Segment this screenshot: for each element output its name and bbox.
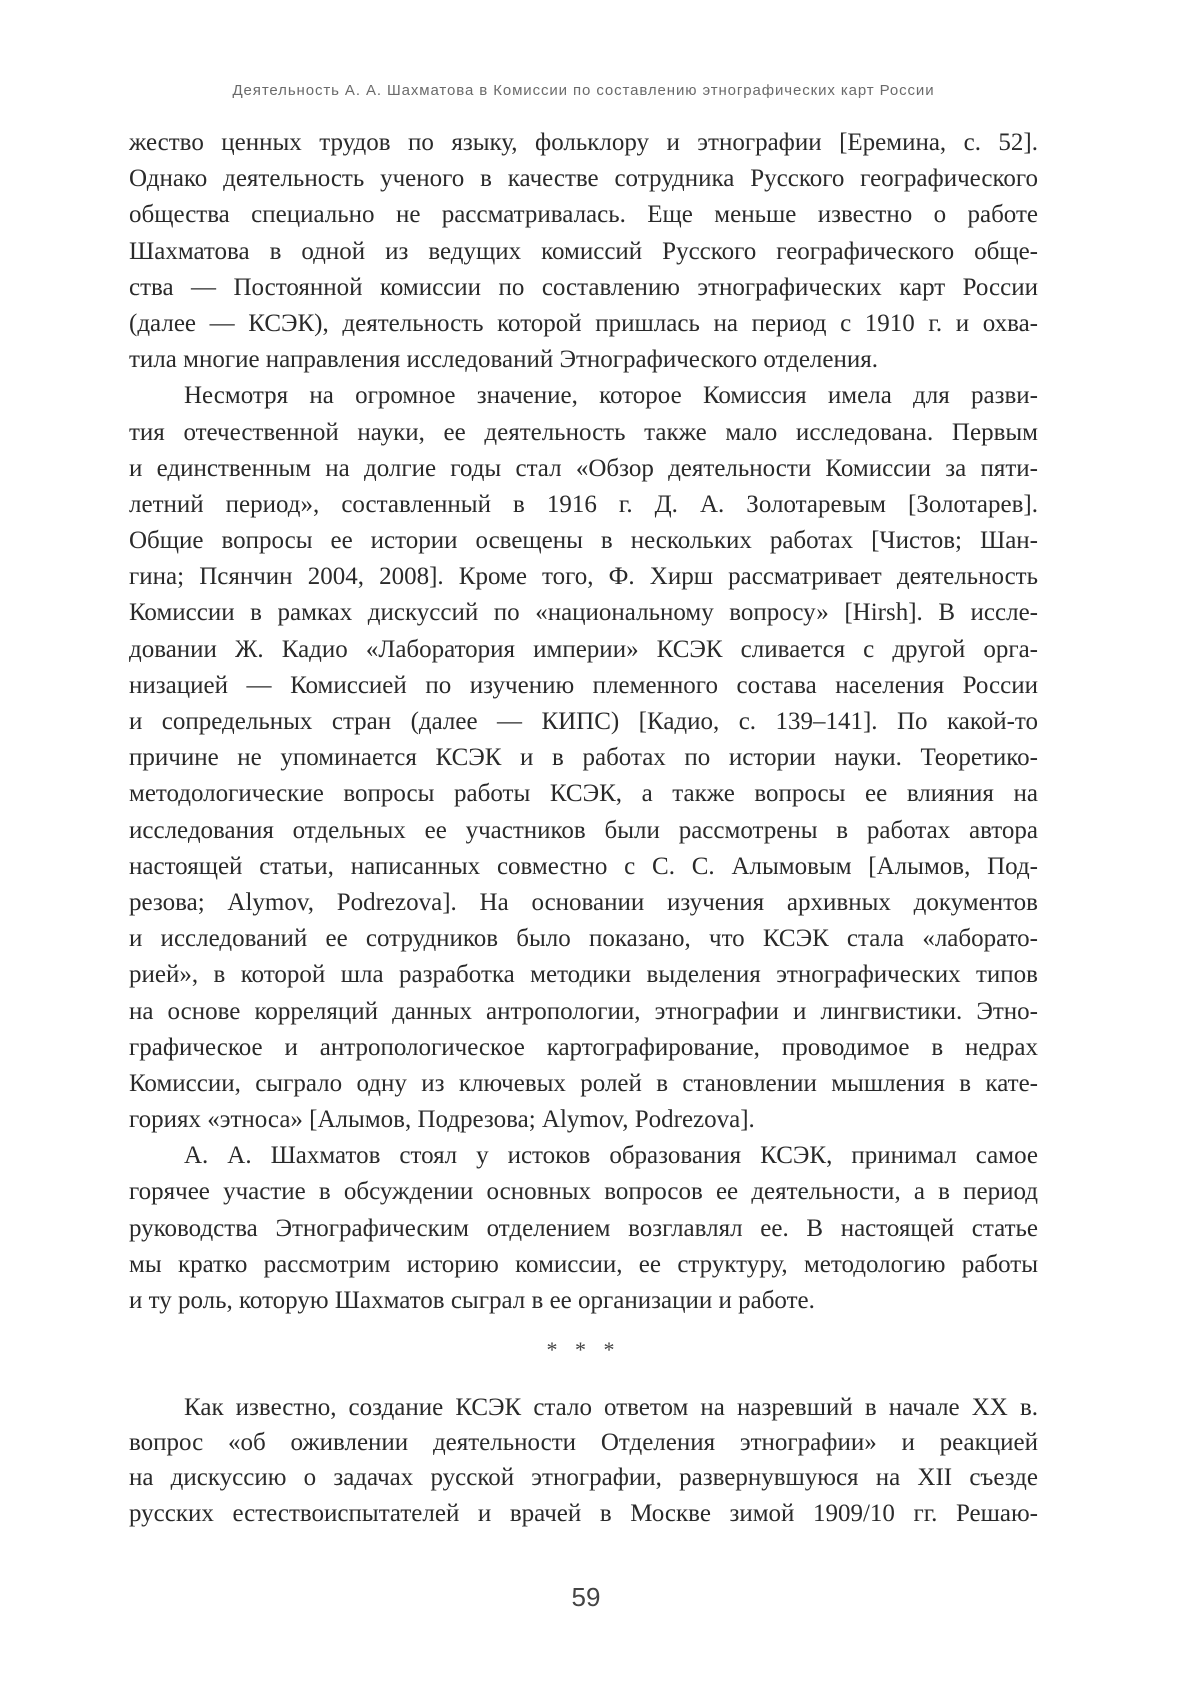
text-line: на дискуссию о задачах русской этнографии, развернувшуюся на XII съезде	[129, 1460, 1038, 1495]
text-line: Комиссии в рамках дискуссий по «национальному вопросу» [Hirsh]. В иссле-	[129, 595, 1038, 631]
text-line: и ту роль, которую Шахматов сыграл в ее организации и работе.	[129, 1283, 1038, 1319]
text-line: и единственным на долгие годы стал «Обзор деятельности Комиссии за пяти-	[129, 451, 1038, 487]
text-line: летний период», составленный в 1916 г. Д. А. Золотаревым [Золотарев].	[129, 487, 1038, 523]
text-line: горячее участие в обсуждении основных вопросов ее деятельности, а в период	[129, 1174, 1038, 1210]
text-line: настоящей статьи, написанных совместно с С. С. Алымовым [Алымов, Под-	[129, 849, 1038, 885]
text-line: русских естествоиспытателей и врачей в Москве зимой 1909/10 гг. Решаю-	[129, 1496, 1038, 1531]
text-line: гориях «этноса» [Алымов, Подрезова; Alymov, Podrezova].	[129, 1102, 1038, 1138]
text-line: Как известно, создание КСЭК стало ответом на назревший в начале XX в.	[129, 1390, 1038, 1425]
text-line: А. А. Шахматов стоял у истоков образования КСЭК, принимал самое	[129, 1138, 1038, 1174]
article-body-continuation	[129, 1390, 1038, 1531]
text-line: руководства Этнографическим отделением возглавлял ее. В настоящей статье	[129, 1211, 1038, 1247]
text-line: Комиссии, сыграло одну из ключевых ролей в становлении мышления в кате-	[129, 1066, 1038, 1102]
text-line: гина; Псянчин 2004, 2008]. Кроме того, Ф. Хирш рассматривает деятельность	[129, 559, 1038, 595]
text-line: довании Ж. Кадио «Лаборатория империи» КСЭК сливается с другой орга-	[129, 632, 1038, 668]
paragraph	[129, 1390, 1038, 1531]
text-line: (далее — КСЭК), деятельность которой пришлась на период с 1910 г. и охва-	[129, 306, 1038, 342]
text-line: вопрос «об оживлении деятельности Отделения этнографии» и реакцией	[129, 1425, 1038, 1460]
text-line: мы кратко рассмотрим историю комиссии, ее структуру, методологию работы	[129, 1247, 1038, 1283]
text-line: рией», в которой шла разработка методики выделения этнографических типов	[129, 957, 1038, 993]
paragraph	[129, 378, 1038, 1138]
article-body	[129, 125, 1038, 1319]
text-line: графическое и антропологическое картографирование, проводимое в недрах	[129, 1030, 1038, 1066]
text-line: тила многие направления исследований Этнографического отделения.	[129, 342, 1038, 378]
text-line: резова; Alymov, Podrezova]. На основании изучения архивных документов	[129, 885, 1038, 921]
text-line: Общие вопросы ее истории освещены в нескольких работах [Чистов; Шан-	[129, 523, 1038, 559]
text-line: Однако деятельность ученого в качестве сотрудника Русского географического	[129, 161, 1038, 197]
paragraph	[129, 125, 1038, 378]
text-line: на основе корреляций данных антропологии, этнографии и лингвистики. Этно-	[129, 994, 1038, 1030]
text-line: тия отечественной науки, ее деятельность также мало исследована. Первым	[129, 415, 1038, 451]
text-line: ства — Постоянной комиссии по составлению этнографических карт России	[129, 270, 1038, 306]
text-line: методологические вопросы работы КСЭК, а также вопросы ее влияния на	[129, 776, 1038, 812]
text-line: исследования отдельных ее участников были рассмотрены в работах автора	[129, 813, 1038, 849]
text-line: причине не упоминается КСЭК и в работах по истории науки. Теоретико-	[129, 740, 1038, 776]
text-line: и исследований ее сотрудников было показано, что КСЭК стала «лаборато-	[129, 921, 1038, 957]
running-header: Деятельность А. А. Шахматова в Комиссии по составлению этнографических карт России	[129, 82, 1038, 99]
text-line: Шахматова в одной из ведущих комиссий Русского географического обще-	[129, 234, 1038, 270]
page-number: 59	[536, 1580, 636, 1614]
text-line: общества специально не рассматривалась. Еще меньше известно о работе	[129, 197, 1038, 233]
section-separator: * * *	[129, 1332, 1038, 1368]
text-line: низацией — Комиссией по изучению племенного состава населения России	[129, 668, 1038, 704]
paragraph	[129, 1138, 1038, 1319]
text-line: жество ценных трудов по языку, фольклору и этнографии [Еремина, с. 52].	[129, 125, 1038, 161]
text-line: и сопредельных стран (далее — КИПС) [Кадио, с. 139–141]. По какой-то	[129, 704, 1038, 740]
text-line: Несмотря на огромное значение, которое Комиссия имела для разви-	[129, 378, 1038, 414]
